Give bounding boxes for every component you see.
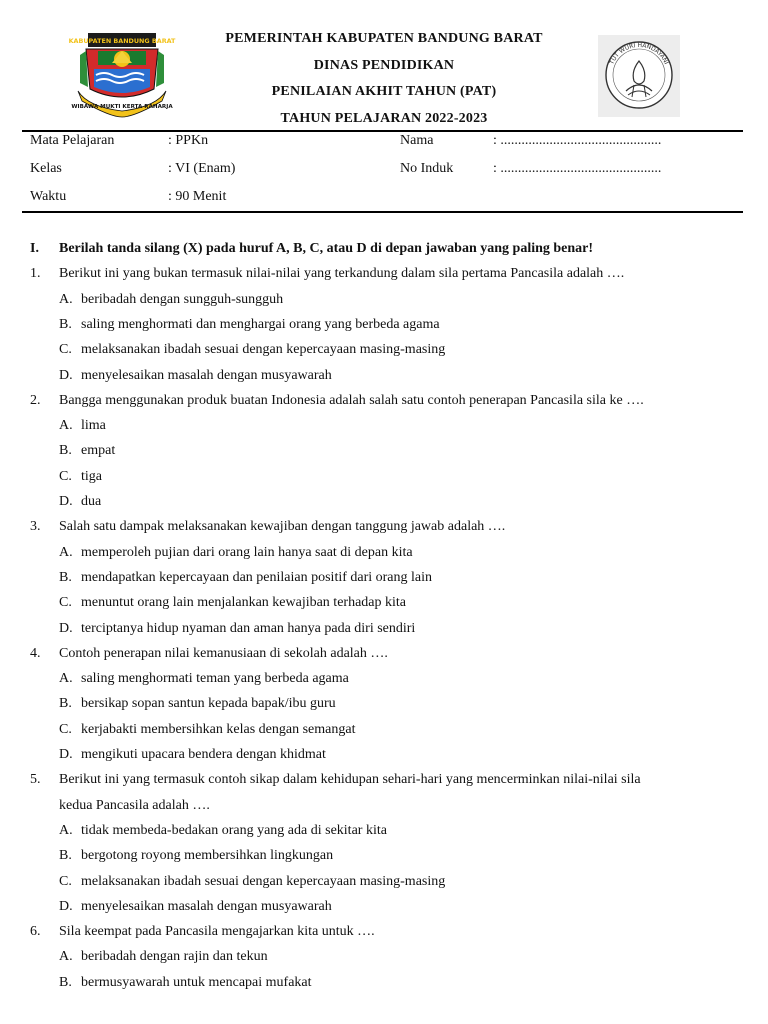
option-letter[interactable]: B. — [59, 848, 72, 864]
option-letter[interactable]: D. — [59, 747, 73, 762]
question-number: 1. — [30, 266, 41, 282]
option-letter[interactable]: C. — [59, 873, 72, 889]
option-text: menyelesaikan masalah dengan musyawarah — [81, 367, 332, 383]
option-text: empat — [81, 443, 116, 459]
option-letter[interactable]: B. — [59, 569, 72, 585]
class-label: Kelas — [30, 161, 62, 176]
option-letter[interactable]: D. — [59, 367, 73, 383]
option-text: bergotong royong membersihkan lingkungan — [81, 848, 334, 864]
option-letter[interactable]: C. — [59, 468, 72, 484]
header-line-3: PENILAIAN AKHIT TAHUN (PAT) — [271, 84, 497, 99]
option-letter[interactable]: A. — [59, 544, 73, 560]
student-id-field[interactable]: : .............................................. — [493, 161, 662, 176]
option-text: memperoleh pujian dari orang lain hanya saat di depan kita — [81, 544, 413, 560]
option-letter[interactable]: A. — [59, 949, 73, 965]
student-id-label: No Induk — [400, 161, 454, 176]
question-number: 2. — [30, 392, 41, 408]
option-text: bersikap sopan santun kepada bapak/ibu guru — [81, 696, 336, 712]
logo-ring-text: TUT WURI HANDAYANI — [608, 41, 670, 66]
option-letter[interactable]: D. — [59, 620, 73, 636]
option-text: mengikuti upacara bendera dengan khidmat — [81, 747, 326, 762]
option-letter[interactable]: D. — [59, 494, 73, 509]
option-letter[interactable]: B. — [59, 316, 72, 332]
option-text: beribadah dengan sungguh-sungguh — [81, 291, 284, 307]
question-text: Berikut ini yang bukan termasuk nilai-nilai yang terkandung dalam sila pertama Pancasila adalah …. — [59, 266, 625, 282]
option-text: saling menghormati teman yang berbeda agama — [81, 671, 349, 687]
header-divider-top — [22, 130, 743, 132]
tut-wuri-handayani-icon — [598, 35, 680, 117]
option-letter[interactable]: B. — [59, 974, 72, 990]
option-letter[interactable]: C. — [59, 342, 72, 358]
question-number: 3. — [30, 519, 41, 535]
option-letter[interactable]: A. — [59, 822, 73, 838]
question-text: Berikut ini yang termasuk contoh sikap dalam kehidupan sehari-hari yang mencerminkan nilai-nilai sila — [59, 772, 641, 788]
option-letter[interactable]: D. — [59, 898, 73, 914]
subject-label: Mata Pelajaran — [30, 133, 115, 148]
question-number: 5. — [30, 772, 41, 788]
option-text: bermusyawarah untuk mencapai mufakat — [81, 974, 312, 990]
option-text: terciptanya hidup nyaman dan aman hanya pada diri sendiri — [81, 620, 416, 636]
question-number: 6. — [30, 924, 41, 940]
question-text: Bangga menggunakan produk buatan Indonesia adalah salah satu contoh penerapan Pancasila sila ke …. — [59, 392, 644, 408]
section-instruction: Berilah tanda silang (X) pada huruf A, B, C, atau D di depan jawaban yang paling benar! — [59, 241, 594, 256]
option-text: melaksanakan ibadah sesuai dengan kepercayaan masing-masing — [81, 342, 446, 358]
option-text: kerjabakti membersihkan kelas dengan semangat — [81, 721, 356, 737]
document-header — [0, 0, 768, 130]
question-text: Sila keempat pada Pancasila mengajarkan kita untuk …. — [59, 924, 375, 940]
option-text: beribadah dengan rajin dan tekun — [81, 949, 268, 965]
crest-bottom-motto: WIBAWA MUKTI KERTA RAHARJA — [71, 104, 173, 110]
option-text: menyelesaikan masalah dengan musyawarah — [81, 898, 332, 914]
question-text: Salah satu dampak melaksanakan kewajiban dengan tanggung jawab adalah …. — [59, 519, 506, 535]
header-title-block — [170, 26, 598, 132]
option-letter[interactable]: C. — [59, 721, 72, 737]
option-letter[interactable]: A. — [59, 671, 73, 687]
option-letter[interactable]: C. — [59, 595, 72, 611]
option-text: menuntut orang lain menjalankan kewajiban terhadap kita — [81, 595, 406, 611]
time-value: : 90 Menit — [168, 189, 227, 204]
question-text: kedua Pancasila adalah …. — [59, 797, 210, 813]
name-label: Nama — [400, 133, 434, 148]
bandung-barat-crest-icon — [68, 27, 176, 117]
question-text: Contoh penerapan nilai kemanusiaan di sekolah adalah …. — [59, 645, 388, 661]
option-text: tiga — [81, 468, 102, 484]
option-text: saling menghormati dan menghargai orang yang berbeda agama — [81, 316, 440, 332]
header-divider-bottom — [22, 211, 743, 213]
option-letter[interactable]: A. — [59, 418, 73, 434]
option-text: lima — [81, 418, 106, 434]
option-text: dua — [81, 494, 102, 509]
option-text: melaksanakan ibadah sesuai dengan kepercayaan masing-masing — [81, 873, 446, 889]
time-label: Waktu — [30, 189, 67, 204]
section-number: I. — [30, 241, 39, 256]
header-line-1: PEMERINTAH KABUPATEN BANDUNG BARAT — [225, 31, 543, 46]
option-letter[interactable]: A. — [59, 291, 73, 307]
option-letter[interactable]: B. — [59, 443, 72, 459]
subject-value: : PPKn — [168, 133, 209, 148]
question-number: 4. — [30, 645, 41, 661]
header-line-2: DINAS PENDIDIKAN — [313, 57, 455, 73]
name-field[interactable]: : .............................................. — [493, 133, 662, 148]
header-line-4: TAHUN PELAJARAN 2022-2023 — [280, 110, 488, 126]
option-text: mendapatkan kepercayaan dan penilaian positif dari orang lain — [81, 569, 433, 585]
option-letter[interactable]: B. — [59, 696, 72, 712]
class-value: : VI (Enam) — [168, 161, 236, 176]
crest-top-banner: KABUPATEN BANDUNG BARAT — [68, 37, 176, 45]
option-text: tidak membeda-bedakan orang yang ada di sekitar kita — [81, 822, 387, 838]
